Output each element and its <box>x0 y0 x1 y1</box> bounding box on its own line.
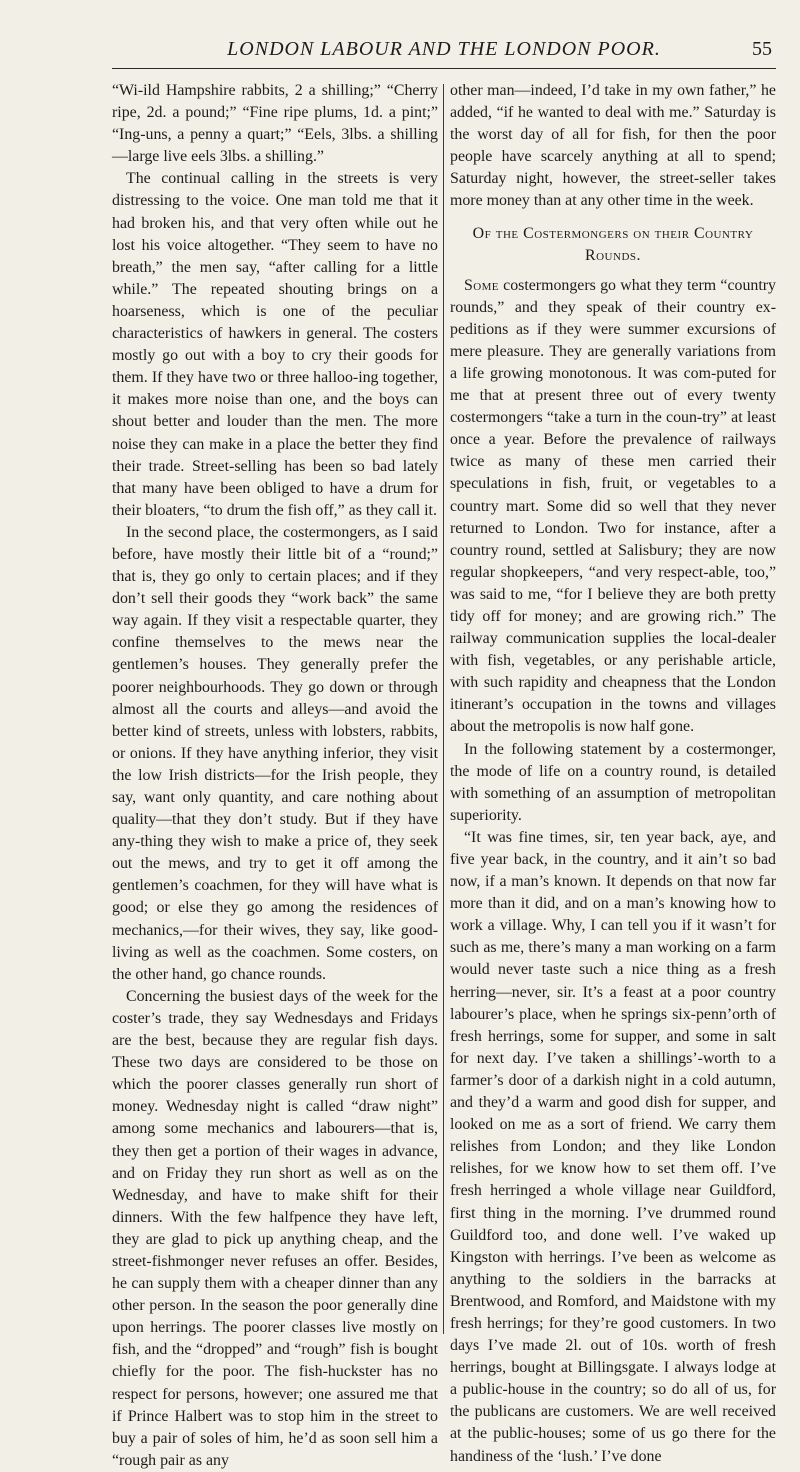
paragraph-costermonger-statement: “It was fine times, sir, ten year back, aye, and five year back, in the country, and it ain’t so bad now, if a man’s known. It depends on that now far more than it did, and on a man’s knowing how to work a village. Why, I can tell you if it wasn’t for such as me, there’s many a man working on a farm would never taste such a nice thing as a fresh herring—never, sir. It’s a feast at a poor country labourer’s place, when he springs six-penn’orth of fresh herrings, some for supper, and some in salt for next day. I’ve taken a shillings’-worth to a farmer’s door of a darkish night in a cold autumn, and they’d a warm and good dish for supper, and looked on me as a sort of friend. We carry them relishes from London; and they like London relishes, for we know how to set them off. I’ve fresh herringed a whole village near Guildford, first thing in the morning. I’ve drummed round Guildford too, and done well. I’ve waked up Kingston with herrings. I’ve been as welcome as anything to the soldiers in the barracks at Brentwood, and Romford, and Maidstone with my fresh herrings; for they’re good customers. In two days I’ve made 2l. out of 10s. worth of fresh herrings, bought at Billingsgate. I always lodge at a public-house in the country; so do all of us, for the publicans are customers. We are well received at the public-houses; some of us go there for the handiness of the ‘lush.’ I’ve done <box>450 828 776 1465</box>
page-number: 55 <box>752 38 772 60</box>
paragraph-busiest-days: Concerning the busiest days of the week for the coster’s trade, they say Wednesdays and Fridays are the best, because they are regular fish days. These two days are considered to be those on which the poorer classes generally run short of money. Wednesday night is called “draw night” among some mechanics and labourers—that is, they then get a portion of their wages in advance, and on Friday they run short as well as on the Wednesday, and have to make shift for their dinners. With the few halfpence they have left, they are glad to pick up anything cheap, and the street-fishmonger never refuses an offer. Besides, he can supply them with a cheaper dinner than any other person. In the season the poor generally dine upon herrings. The poorer classes live mostly on fish, and the “dropped” and “rough” fish is bought chiefly for the poor. The fish-huckster has no respect for persons, however; one assured me that if Prince Halbert was to stop him in the street to buy a pair of soles of him, he’d as soon sell him a “rough pair as any <box>112 987 438 1469</box>
street-cries-paragraph: “Wi-ild Hampshire rabbits, 2 a shilling;” “Cherry ripe, 2d. a pound;” “Fine ripe plums, 1d. a pint;” “Ing-uns, a penny a quart;” “Eels, 3lbs. a shilling—large live eels 3lbs. a shilling.” <box>112 82 438 166</box>
column-divider <box>443 84 444 1334</box>
paragraph-statement-intro: In the following statement by a costermonger, the mode of life on a country round, is detailed with something of an assumption of metropolitan superiority. <box>450 740 776 824</box>
right-column <box>450 80 776 1468</box>
header-title: LONDON LABOUR AND THE LONDON POOR. <box>227 38 661 60</box>
section-heading: Of the Costermongers on their Country Rounds. <box>472 224 754 264</box>
paragraph-continuation: other man—indeed, I’d take in my own father,” he added, “if he wanted to deal with me.” Saturday is the worst day of all for fish, for then the poor people have scarcely anything at all to spend; Saturday night, however, the street-seller takes more money than at any other time in the week. <box>450 82 776 210</box>
lead-word: Some <box>464 276 499 294</box>
left-column <box>112 80 438 1472</box>
running-header <box>112 32 776 69</box>
paragraph-rounds: In the second place, the costermongers, as I said before, have mostly their little bit of a “round;” that is, they go only to certain places; and if they don’t sell their goods they “work back” the same way again. If they visit a respectable quarter, they confine themselves to the mews near the gentlemen’s houses. They generally prefer the poorer neighbourhoods. They go down or through almost all the courts and alleys—and avoid the better kind of streets, unless with lobsters, rabbits, or onions. If they have anything inferior, they visit the low Irish districts—for the Irish people, they say, want only quantity, and care nothing about quality—that they don’t study. But if they have any-thing they wish to make a price of, they seek out the mews, and try to get it off among the gentlemen’s coachmen, for they will have what is good; or else they go among the residences of mechanics,—for their wives, they say, like good-living as well as the coachmen. Some costers, on the other hand, go chance rounds. <box>112 523 438 983</box>
paragraph-country-rounds-text: costermongers go what they term “country rounds,” and they speak of their country ex-peditions as if they were summer excursions of mere pleasure. They are generally variations from a life growing monotonous. It was com-puted for me that at present three out of every twenty costermongers “take a turn in the coun-try” at least once a year. Before the prevalence of railways twice as many of these men carried their speculations in fish, fruit, or vegetables to a country mart. Some did so well that they never returned to London. Two for instance, after a country round, settled at Salisbury; they are now regular shopkeepers, “and very respect-able, too,” was said to me, “for I believe they are both pretty tidy off for money; and are growing rich.” The railway communication supplies the local-dealer with fish, vegetables, or any perishable article, with such rapidity and cheapness that the London itinerant’s occupation in the towns and villages about the metropolis is now half gone. <box>450 276 776 736</box>
paragraph-calling-voice: The continual calling in the streets is very distressing to the voice. One man told me that it had broken his, and that very often while out he lost his voice altogether. “They seem to have no breath,” the men say, “after calling for a little while.” The repeated shouting brings on a hoarseness, which is one of the peculiar characteristics of hawkers in general. The costers mostly go out with a boy to cry their goods for them. If they have two or three halloo-ing together, it makes more noise than one, and the boys can shout better and louder than the men. The more noise they can make in a place the better they find their trade. Street-selling has been so bad lately that many have been obliged to have a drum for their bloaters, “to drum the fish off,” as they call it. <box>112 170 438 519</box>
paragraph-country-rounds <box>450 275 776 739</box>
